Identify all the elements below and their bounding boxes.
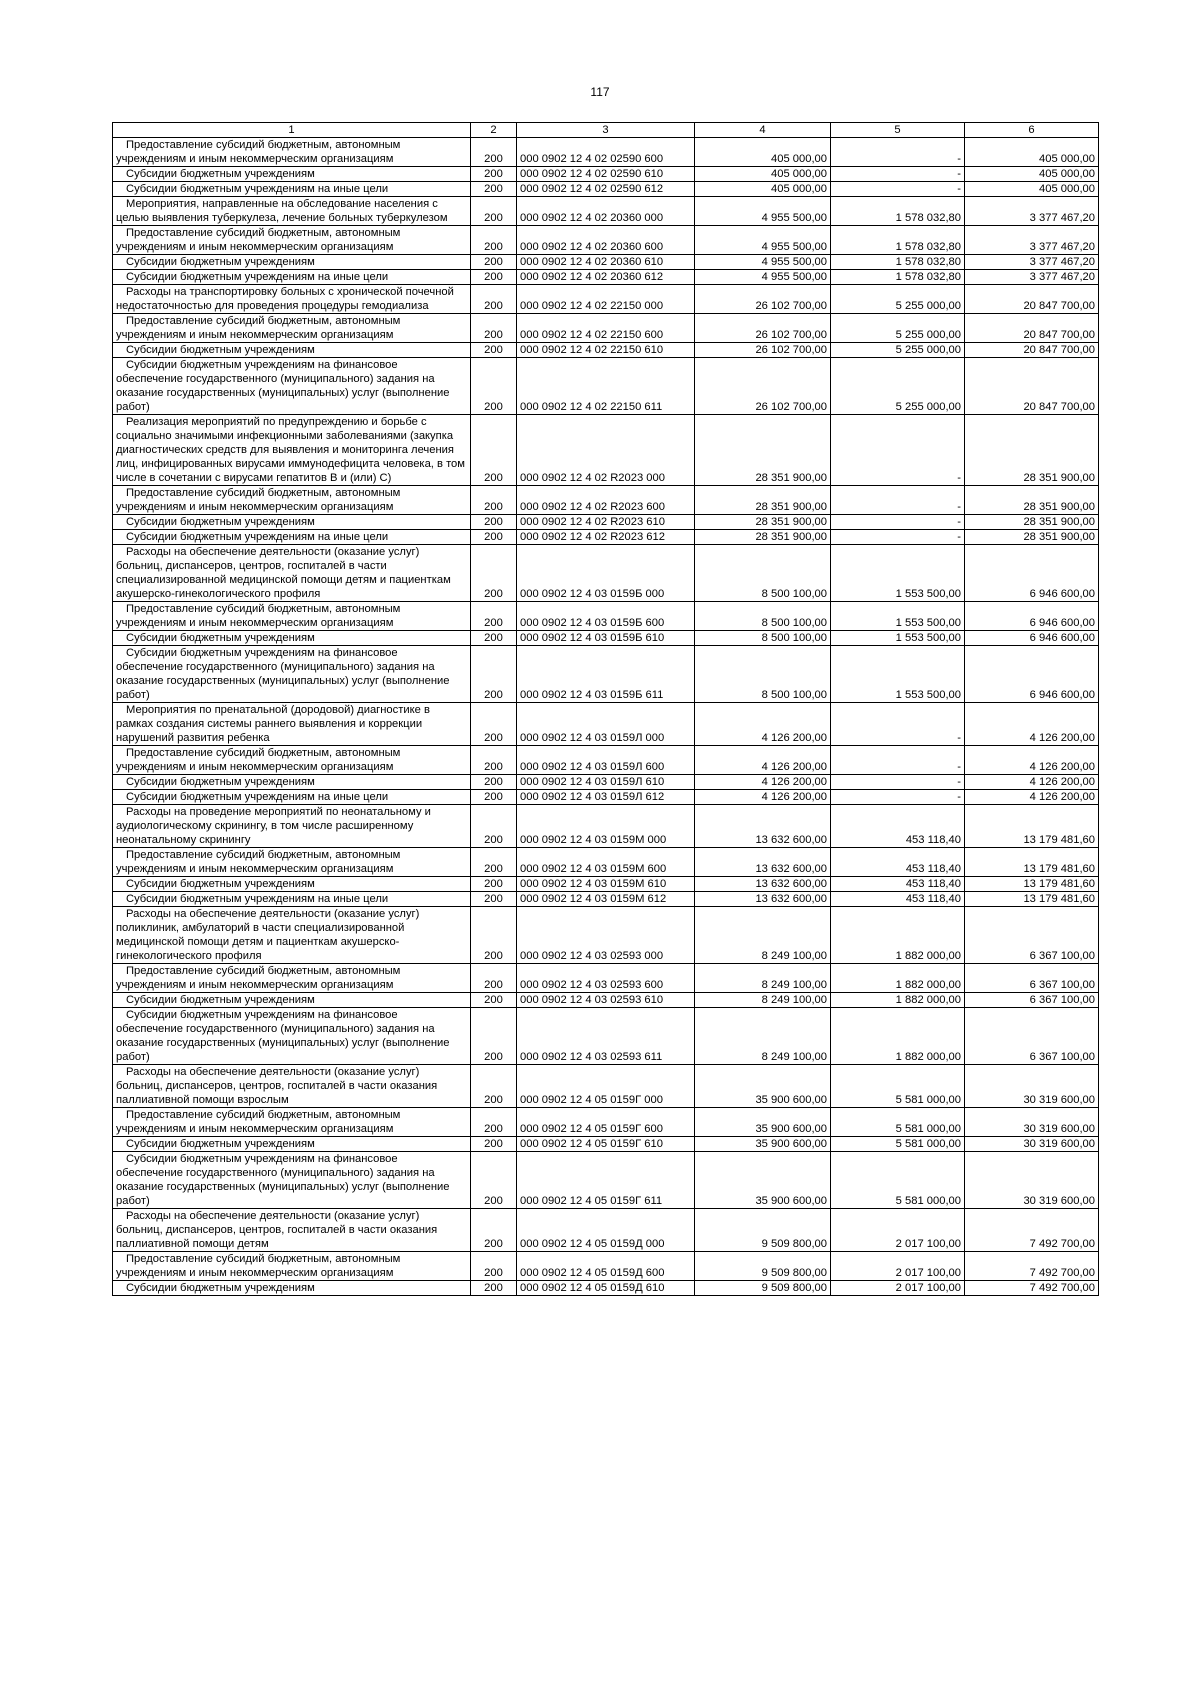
row-col6-amount-cell: 6 946 600,00 — [965, 545, 1099, 602]
row-col6-amount-cell: 6 946 600,00 — [965, 602, 1099, 631]
row-col4-amount-cell: 35 900 600,00 — [695, 1108, 831, 1137]
row-budget-code-cell: 000 0902 12 4 03 0159Л 610 — [517, 775, 695, 790]
row-col6-amount-cell: 6 367 100,00 — [965, 907, 1099, 964]
row-name-cell: Субсидии бюджетным учреждениям — [113, 993, 471, 1008]
table-body — [113, 138, 1099, 1296]
row-budget-code-cell: 000 0902 12 4 03 0159Б 610 — [517, 631, 695, 646]
row-admin-code-cell: 200 — [471, 415, 517, 486]
row-col4-amount-cell: 8 500 100,00 — [695, 545, 831, 602]
row-col5-amount-cell: 2 017 100,00 — [831, 1209, 965, 1252]
row-name-cell: Расходы на обеспечение деятельности (оказание услуг) больниц, диспансеров, центров, госпиталей в части оказания паллиативной помощи детям — [113, 1209, 471, 1252]
row-budget-code-cell: 000 0902 12 4 05 0159Д 600 — [517, 1252, 695, 1281]
header-col-2: 2 — [471, 123, 517, 138]
row-budget-code-cell: 000 0902 12 4 02 R2023 600 — [517, 486, 695, 515]
table-row — [113, 486, 1099, 515]
row-col5-amount-cell: 1 553 500,00 — [831, 545, 965, 602]
row-admin-code-cell: 200 — [471, 646, 517, 703]
row-col4-amount-cell: 4 126 200,00 — [695, 790, 831, 805]
row-col6-amount-cell: 13 179 481,60 — [965, 805, 1099, 848]
row-admin-code-cell: 200 — [471, 790, 517, 805]
header-col-1: 1 — [113, 123, 471, 138]
row-col4-amount-cell: 8 249 100,00 — [695, 907, 831, 964]
row-col6-amount-cell: 13 179 481,60 — [965, 848, 1099, 877]
row-name-cell: Предоставление субсидий бюджетным, автономным учреждениям и иным некоммерческим организациям — [113, 1252, 471, 1281]
row-budget-code-cell: 000 0902 12 4 03 0159М 000 — [517, 805, 695, 848]
row-name-cell: Предоставление субсидий бюджетным, автономным учреждениям и иным некоммерческим организациям — [113, 486, 471, 515]
row-budget-code-cell: 000 0902 12 4 05 0159Г 000 — [517, 1065, 695, 1108]
row-admin-code-cell: 200 — [471, 285, 517, 314]
row-budget-code-cell: 000 0902 12 4 03 0159М 600 — [517, 848, 695, 877]
header-col-3: 3 — [517, 123, 695, 138]
row-col4-amount-cell: 4 955 500,00 — [695, 255, 831, 270]
row-col5-amount-cell: 1 882 000,00 — [831, 964, 965, 993]
row-col5-amount-cell: - — [831, 182, 965, 197]
row-col6-amount-cell: 4 126 200,00 — [965, 746, 1099, 775]
table-row — [113, 270, 1099, 285]
row-admin-code-cell: 200 — [471, 1137, 517, 1152]
row-col6-amount-cell: 7 492 700,00 — [965, 1252, 1099, 1281]
row-budget-code-cell: 000 0902 12 4 03 0159Л 600 — [517, 746, 695, 775]
page-number: 117 — [590, 85, 610, 99]
row-col4-amount-cell: 35 900 600,00 — [695, 1152, 831, 1209]
row-budget-code-cell: 000 0902 12 4 02 R2023 612 — [517, 530, 695, 545]
row-name-cell: Предоставление субсидий бюджетным, автономным учреждениям и иным некоммерческим организациям — [113, 964, 471, 993]
row-admin-code-cell: 200 — [471, 1108, 517, 1137]
row-budget-code-cell: 000 0902 12 4 02 20360 000 — [517, 197, 695, 226]
row-col6-amount-cell: 13 179 481,60 — [965, 877, 1099, 892]
row-name-cell: Субсидии бюджетным учреждениям — [113, 1281, 471, 1296]
table-row — [113, 167, 1099, 182]
row-name-cell: Субсидии бюджетным учреждениям на финансовое обеспечение государственного (муниципального) задания на оказание государственных (муниципальных) услуг (выполнение работ) — [113, 1152, 471, 1209]
table-row — [113, 993, 1099, 1008]
row-name-cell: Мероприятия, направленные на обследование населения с целью выявления туберкулеза, лечение больных туберкулезом — [113, 197, 471, 226]
row-budget-code-cell: 000 0902 12 4 05 0159Г 611 — [517, 1152, 695, 1209]
row-col5-amount-cell: 5 581 000,00 — [831, 1065, 965, 1108]
row-name-cell: Субсидии бюджетным учреждениям — [113, 877, 471, 892]
table-row — [113, 1281, 1099, 1296]
row-col6-amount-cell: 28 351 900,00 — [965, 415, 1099, 486]
row-col6-amount-cell: 20 847 700,00 — [965, 358, 1099, 415]
row-budget-code-cell: 000 0902 12 4 03 02593 000 — [517, 907, 695, 964]
table-row — [113, 1008, 1099, 1065]
row-col4-amount-cell: 28 351 900,00 — [695, 515, 831, 530]
row-admin-code-cell: 200 — [471, 314, 517, 343]
table-row — [113, 1152, 1099, 1209]
row-name-cell: Предоставление субсидий бюджетным, автономным учреждениям и иным некоммерческим организациям — [113, 848, 471, 877]
row-col4-amount-cell: 9 509 800,00 — [695, 1252, 831, 1281]
row-budget-code-cell: 000 0902 12 4 02 20360 600 — [517, 226, 695, 255]
row-col4-amount-cell: 26 102 700,00 — [695, 285, 831, 314]
row-col6-amount-cell: 7 492 700,00 — [965, 1209, 1099, 1252]
table-row — [113, 343, 1099, 358]
row-col4-amount-cell: 9 509 800,00 — [695, 1281, 831, 1296]
row-col5-amount-cell: 5 255 000,00 — [831, 343, 965, 358]
row-col6-amount-cell: 20 847 700,00 — [965, 314, 1099, 343]
row-col4-amount-cell: 13 632 600,00 — [695, 805, 831, 848]
row-name-cell: Расходы на обеспечение деятельности (оказание услуг) поликлиник, амбулаторий в части специализированной медицинской помощи детям и пациенткам акушерско-гинекологического профиля — [113, 907, 471, 964]
row-budget-code-cell: 000 0902 12 4 03 02593 600 — [517, 964, 695, 993]
row-name-cell: Субсидии бюджетным учреждениям — [113, 1137, 471, 1152]
row-col6-amount-cell: 30 319 600,00 — [965, 1065, 1099, 1108]
row-col5-amount-cell: 453 118,40 — [831, 877, 965, 892]
row-col4-amount-cell: 13 632 600,00 — [695, 848, 831, 877]
row-admin-code-cell: 200 — [471, 197, 517, 226]
table-row — [113, 182, 1099, 197]
row-name-cell: Субсидии бюджетным учреждениям на финансовое обеспечение государственного (муниципального) задания на оказание государственных (муниципальных) услуг (выполнение работ) — [113, 358, 471, 415]
row-admin-code-cell: 200 — [471, 1152, 517, 1209]
row-name-cell: Предоставление субсидий бюджетным, автономным учреждениям и иным некоммерческим организациям — [113, 226, 471, 255]
row-budget-code-cell: 000 0902 12 4 03 0159Б 611 — [517, 646, 695, 703]
row-col5-amount-cell: - — [831, 530, 965, 545]
table-row — [113, 358, 1099, 415]
row-col4-amount-cell: 26 102 700,00 — [695, 314, 831, 343]
row-admin-code-cell: 200 — [471, 486, 517, 515]
row-name-cell: Субсидии бюджетным учреждениям на финансовое обеспечение государственного (муниципального) задания на оказание государственных (муниципальных) услуг (выполнение работ) — [113, 1008, 471, 1065]
row-col6-amount-cell: 30 319 600,00 — [965, 1152, 1099, 1209]
row-col5-amount-cell: - — [831, 703, 965, 746]
row-col5-amount-cell: 1 578 032,80 — [831, 226, 965, 255]
row-col4-amount-cell: 4 955 500,00 — [695, 270, 831, 285]
row-budget-code-cell: 000 0902 12 4 05 0159Д 610 — [517, 1281, 695, 1296]
row-col4-amount-cell: 8 500 100,00 — [695, 602, 831, 631]
table-header-row — [113, 123, 1099, 138]
row-col5-amount-cell: 1 882 000,00 — [831, 907, 965, 964]
row-col5-amount-cell: 5 255 000,00 — [831, 314, 965, 343]
row-name-cell: Расходы на транспортировку больных с хронической почечной недостаточностью для проведения процедуры гемодиализа — [113, 285, 471, 314]
table-row — [113, 892, 1099, 907]
row-col6-amount-cell: 13 179 481,60 — [965, 892, 1099, 907]
row-admin-code-cell: 200 — [471, 182, 517, 197]
table-row — [113, 907, 1099, 964]
row-col5-amount-cell: 5 581 000,00 — [831, 1137, 965, 1152]
table-row — [113, 631, 1099, 646]
table-row — [113, 138, 1099, 167]
row-name-cell: Предоставление субсидий бюджетным, автономным учреждениям и иным некоммерческим организациям — [113, 138, 471, 167]
row-budget-code-cell: 000 0902 12 4 02 22150 610 — [517, 343, 695, 358]
row-budget-code-cell: 000 0902 12 4 03 0159М 610 — [517, 877, 695, 892]
row-col4-amount-cell: 405 000,00 — [695, 138, 831, 167]
row-col5-amount-cell: - — [831, 138, 965, 167]
row-col5-amount-cell: 453 118,40 — [831, 848, 965, 877]
row-col4-amount-cell: 405 000,00 — [695, 182, 831, 197]
row-admin-code-cell: 200 — [471, 226, 517, 255]
row-col4-amount-cell: 8 249 100,00 — [695, 993, 831, 1008]
table-row — [113, 602, 1099, 631]
row-admin-code-cell: 200 — [471, 1281, 517, 1296]
row-budget-code-cell: 000 0902 12 4 03 0159Б 000 — [517, 545, 695, 602]
row-admin-code-cell: 200 — [471, 631, 517, 646]
row-budget-code-cell: 000 0902 12 4 02 R2023 000 — [517, 415, 695, 486]
row-col5-amount-cell: 1 553 500,00 — [831, 646, 965, 703]
row-col5-amount-cell: - — [831, 775, 965, 790]
row-budget-code-cell: 000 0902 12 4 03 0159Л 000 — [517, 703, 695, 746]
row-col4-amount-cell: 8 249 100,00 — [695, 1008, 831, 1065]
row-col6-amount-cell: 4 126 200,00 — [965, 703, 1099, 746]
row-col6-amount-cell: 405 000,00 — [965, 182, 1099, 197]
row-admin-code-cell: 200 — [471, 775, 517, 790]
row-name-cell: Мероприятия по пренатальной (дородовой) диагностике в рамках создания системы раннего выявления и коррекции нарушений развития ребенка — [113, 703, 471, 746]
table-row — [113, 1137, 1099, 1152]
row-budget-code-cell: 000 0902 12 4 02 02590 600 — [517, 138, 695, 167]
row-budget-code-cell: 000 0902 12 4 05 0159Г 600 — [517, 1108, 695, 1137]
row-admin-code-cell: 200 — [471, 877, 517, 892]
row-col4-amount-cell: 26 102 700,00 — [695, 343, 831, 358]
row-admin-code-cell: 200 — [471, 515, 517, 530]
row-col5-amount-cell: 1 578 032,80 — [831, 197, 965, 226]
row-col5-amount-cell: - — [831, 486, 965, 515]
row-name-cell: Субсидии бюджетным учреждениям на иные цели — [113, 182, 471, 197]
row-col5-amount-cell: 1 553 500,00 — [831, 602, 965, 631]
row-col5-amount-cell: 1 578 032,80 — [831, 270, 965, 285]
table-row — [113, 775, 1099, 790]
row-admin-code-cell: 200 — [471, 805, 517, 848]
table-row — [113, 1108, 1099, 1137]
table-row — [113, 515, 1099, 530]
row-name-cell: Субсидии бюджетным учреждениям на иные цели — [113, 790, 471, 805]
table-row — [113, 285, 1099, 314]
row-col5-amount-cell: 2 017 100,00 — [831, 1281, 965, 1296]
row-admin-code-cell: 200 — [471, 1252, 517, 1281]
row-name-cell: Субсидии бюджетным учреждениям на иные цели — [113, 892, 471, 907]
row-col4-amount-cell: 13 632 600,00 — [695, 877, 831, 892]
row-name-cell: Предоставление субсидий бюджетным, автономным учреждениям и иным некоммерческим организациям — [113, 1108, 471, 1137]
table-row — [113, 805, 1099, 848]
table-row — [113, 545, 1099, 602]
row-admin-code-cell: 200 — [471, 1008, 517, 1065]
row-col6-amount-cell: 20 847 700,00 — [965, 343, 1099, 358]
row-admin-code-cell: 200 — [471, 138, 517, 167]
row-budget-code-cell: 000 0902 12 4 03 0159Л 612 — [517, 790, 695, 805]
row-name-cell: Субсидии бюджетным учреждениям — [113, 255, 471, 270]
row-col5-amount-cell: 1 882 000,00 — [831, 993, 965, 1008]
row-admin-code-cell: 200 — [471, 167, 517, 182]
row-col6-amount-cell: 3 377 467,20 — [965, 255, 1099, 270]
row-col6-amount-cell: 405 000,00 — [965, 167, 1099, 182]
row-admin-code-cell: 200 — [471, 746, 517, 775]
table-row — [113, 530, 1099, 545]
row-col6-amount-cell: 28 351 900,00 — [965, 530, 1099, 545]
row-budget-code-cell: 000 0902 12 4 03 0159Б 600 — [517, 602, 695, 631]
row-col6-amount-cell: 6 367 100,00 — [965, 964, 1099, 993]
row-col6-amount-cell: 6 946 600,00 — [965, 631, 1099, 646]
table-row — [113, 848, 1099, 877]
row-col5-amount-cell: 5 255 000,00 — [831, 358, 965, 415]
row-col4-amount-cell: 8 249 100,00 — [695, 964, 831, 993]
table-row — [113, 197, 1099, 226]
row-col4-amount-cell: 4 126 200,00 — [695, 703, 831, 746]
row-col4-amount-cell: 405 000,00 — [695, 167, 831, 182]
row-col4-amount-cell: 4 955 500,00 — [695, 226, 831, 255]
row-admin-code-cell: 200 — [471, 343, 517, 358]
row-admin-code-cell: 200 — [471, 358, 517, 415]
row-col6-amount-cell: 7 492 700,00 — [965, 1281, 1099, 1296]
row-col5-amount-cell: 5 581 000,00 — [831, 1152, 965, 1209]
row-admin-code-cell: 200 — [471, 1065, 517, 1108]
row-admin-code-cell: 200 — [471, 964, 517, 993]
row-col5-amount-cell: 453 118,40 — [831, 805, 965, 848]
row-admin-code-cell: 200 — [471, 545, 517, 602]
row-name-cell: Субсидии бюджетным учреждениям — [113, 167, 471, 182]
row-budget-code-cell: 000 0902 12 4 02 22150 000 — [517, 285, 695, 314]
row-col4-amount-cell: 13 632 600,00 — [695, 892, 831, 907]
row-col4-amount-cell: 4 955 500,00 — [695, 197, 831, 226]
row-name-cell: Субсидии бюджетным учреждениям на финансовое обеспечение государственного (муниципального) задания на оказание государственных (муниципальных) услуг (выполнение работ) — [113, 646, 471, 703]
row-col4-amount-cell: 8 500 100,00 — [695, 631, 831, 646]
row-budget-code-cell: 000 0902 12 4 05 0159Г 610 — [517, 1137, 695, 1152]
row-col6-amount-cell: 28 351 900,00 — [965, 486, 1099, 515]
row-admin-code-cell: 200 — [471, 255, 517, 270]
row-col4-amount-cell: 28 351 900,00 — [695, 415, 831, 486]
row-name-cell: Предоставление субсидий бюджетным, автономным учреждениям и иным некоммерческим организациям — [113, 602, 471, 631]
row-admin-code-cell: 200 — [471, 270, 517, 285]
row-name-cell: Предоставление субсидий бюджетным, автономным учреждениям и иным некоммерческим организациям — [113, 314, 471, 343]
row-col5-amount-cell: 2 017 100,00 — [831, 1252, 965, 1281]
row-col5-amount-cell: - — [831, 167, 965, 182]
row-name-cell: Расходы на обеспечение деятельности (оказание услуг) больниц, диспансеров, центров, госпиталей в части оказания паллиативной помощи взрослым — [113, 1065, 471, 1108]
row-budget-code-cell: 000 0902 12 4 02 02590 612 — [517, 182, 695, 197]
row-col6-amount-cell: 6 946 600,00 — [965, 646, 1099, 703]
table-row — [113, 1252, 1099, 1281]
row-col4-amount-cell: 35 900 600,00 — [695, 1065, 831, 1108]
row-col6-amount-cell: 28 351 900,00 — [965, 515, 1099, 530]
table-row — [113, 703, 1099, 746]
row-col4-amount-cell: 4 126 200,00 — [695, 775, 831, 790]
row-name-cell: Реализация мероприятий по предупреждению и борьбе с социально значимыми инфекционными заболеваниями (закупка диагностических средств для выявления и мониторинга лечения лиц, инфицированных вирусами иммунодефицита человека, в том числе в сочетании с вирусами гепатитов В и (или) С) — [113, 415, 471, 486]
row-col5-amount-cell: - — [831, 746, 965, 775]
row-name-cell: Предоставление субсидий бюджетным, автономным учреждениям и иным некоммерческим организациям — [113, 746, 471, 775]
row-name-cell: Субсидии бюджетным учреждениям — [113, 343, 471, 358]
row-budget-code-cell: 000 0902 12 4 02 02590 610 — [517, 167, 695, 182]
table-row — [113, 964, 1099, 993]
row-col5-amount-cell: 1 578 032,80 — [831, 255, 965, 270]
row-admin-code-cell: 200 — [471, 703, 517, 746]
row-col5-amount-cell: - — [831, 515, 965, 530]
row-admin-code-cell: 200 — [471, 892, 517, 907]
row-budget-code-cell: 000 0902 12 4 03 0159М 612 — [517, 892, 695, 907]
row-col6-amount-cell: 20 847 700,00 — [965, 285, 1099, 314]
row-name-cell: Субсидии бюджетным учреждениям на иные цели — [113, 270, 471, 285]
row-admin-code-cell: 200 — [471, 530, 517, 545]
row-admin-code-cell: 200 — [471, 848, 517, 877]
table-row — [113, 1209, 1099, 1252]
row-col4-amount-cell: 26 102 700,00 — [695, 358, 831, 415]
row-col4-amount-cell: 9 509 800,00 — [695, 1209, 831, 1252]
header-col-5: 5 — [831, 123, 965, 138]
row-col6-amount-cell: 3 377 467,20 — [965, 270, 1099, 285]
header-col-6: 6 — [965, 123, 1099, 138]
row-budget-code-cell: 000 0902 12 4 02 22150 611 — [517, 358, 695, 415]
row-col6-amount-cell: 3 377 467,20 — [965, 226, 1099, 255]
row-col4-amount-cell: 28 351 900,00 — [695, 530, 831, 545]
row-col5-amount-cell: 1 553 500,00 — [831, 631, 965, 646]
row-admin-code-cell: 200 — [471, 993, 517, 1008]
row-col5-amount-cell: 5 581 000,00 — [831, 1108, 965, 1137]
row-admin-code-cell: 200 — [471, 907, 517, 964]
row-name-cell: Субсидии бюджетным учреждениям — [113, 515, 471, 530]
row-col6-amount-cell: 6 367 100,00 — [965, 1008, 1099, 1065]
row-col6-amount-cell: 30 319 600,00 — [965, 1137, 1099, 1152]
row-name-cell: Субсидии бюджетным учреждениям на иные цели — [113, 530, 471, 545]
row-name-cell: Расходы на обеспечение деятельности (оказание услуг) больниц, диспансеров, центров, госпиталей в части специализированной медицинской помощи детям и пациенткам акушерско-гинекологического профиля — [113, 545, 471, 602]
row-col4-amount-cell: 28 351 900,00 — [695, 486, 831, 515]
table-row — [113, 790, 1099, 805]
row-col4-amount-cell: 8 500 100,00 — [695, 646, 831, 703]
row-budget-code-cell: 000 0902 12 4 03 02593 611 — [517, 1008, 695, 1065]
table-row — [113, 746, 1099, 775]
header-col-4: 4 — [695, 123, 831, 138]
row-budget-code-cell: 000 0902 12 4 05 0159Д 000 — [517, 1209, 695, 1252]
row-col4-amount-cell: 35 900 600,00 — [695, 1137, 831, 1152]
row-col6-amount-cell: 405 000,00 — [965, 138, 1099, 167]
budget-table — [112, 122, 1099, 1296]
table-row — [113, 226, 1099, 255]
row-budget-code-cell: 000 0902 12 4 02 22150 600 — [517, 314, 695, 343]
row-budget-code-cell: 000 0902 12 4 02 20360 610 — [517, 255, 695, 270]
row-col6-amount-cell: 6 367 100,00 — [965, 993, 1099, 1008]
row-col4-amount-cell: 4 126 200,00 — [695, 746, 831, 775]
row-col5-amount-cell: 1 882 000,00 — [831, 1008, 965, 1065]
row-admin-code-cell: 200 — [471, 602, 517, 631]
row-col5-amount-cell: 453 118,40 — [831, 892, 965, 907]
row-col5-amount-cell: - — [831, 790, 965, 805]
row-col5-amount-cell: 5 255 000,00 — [831, 285, 965, 314]
row-name-cell: Субсидии бюджетным учреждениям — [113, 775, 471, 790]
table-row — [113, 255, 1099, 270]
row-col6-amount-cell: 4 126 200,00 — [965, 790, 1099, 805]
row-name-cell: Расходы на проведение мероприятий по неонатальному и аудиологическому скринингу, в том числе расширенному неонатальному скринингу — [113, 805, 471, 848]
row-col6-amount-cell: 30 319 600,00 — [965, 1108, 1099, 1137]
row-admin-code-cell: 200 — [471, 1209, 517, 1252]
row-col6-amount-cell: 4 126 200,00 — [965, 775, 1099, 790]
row-budget-code-cell: 000 0902 12 4 03 02593 610 — [517, 993, 695, 1008]
table-row — [113, 877, 1099, 892]
row-budget-code-cell: 000 0902 12 4 02 20360 612 — [517, 270, 695, 285]
row-name-cell: Субсидии бюджетным учреждениям — [113, 631, 471, 646]
row-col5-amount-cell: - — [831, 415, 965, 486]
table-row — [113, 415, 1099, 486]
table-row — [113, 1065, 1099, 1108]
row-budget-code-cell: 000 0902 12 4 02 R2023 610 — [517, 515, 695, 530]
table-row — [113, 646, 1099, 703]
table-row — [113, 314, 1099, 343]
row-col6-amount-cell: 3 377 467,20 — [965, 197, 1099, 226]
